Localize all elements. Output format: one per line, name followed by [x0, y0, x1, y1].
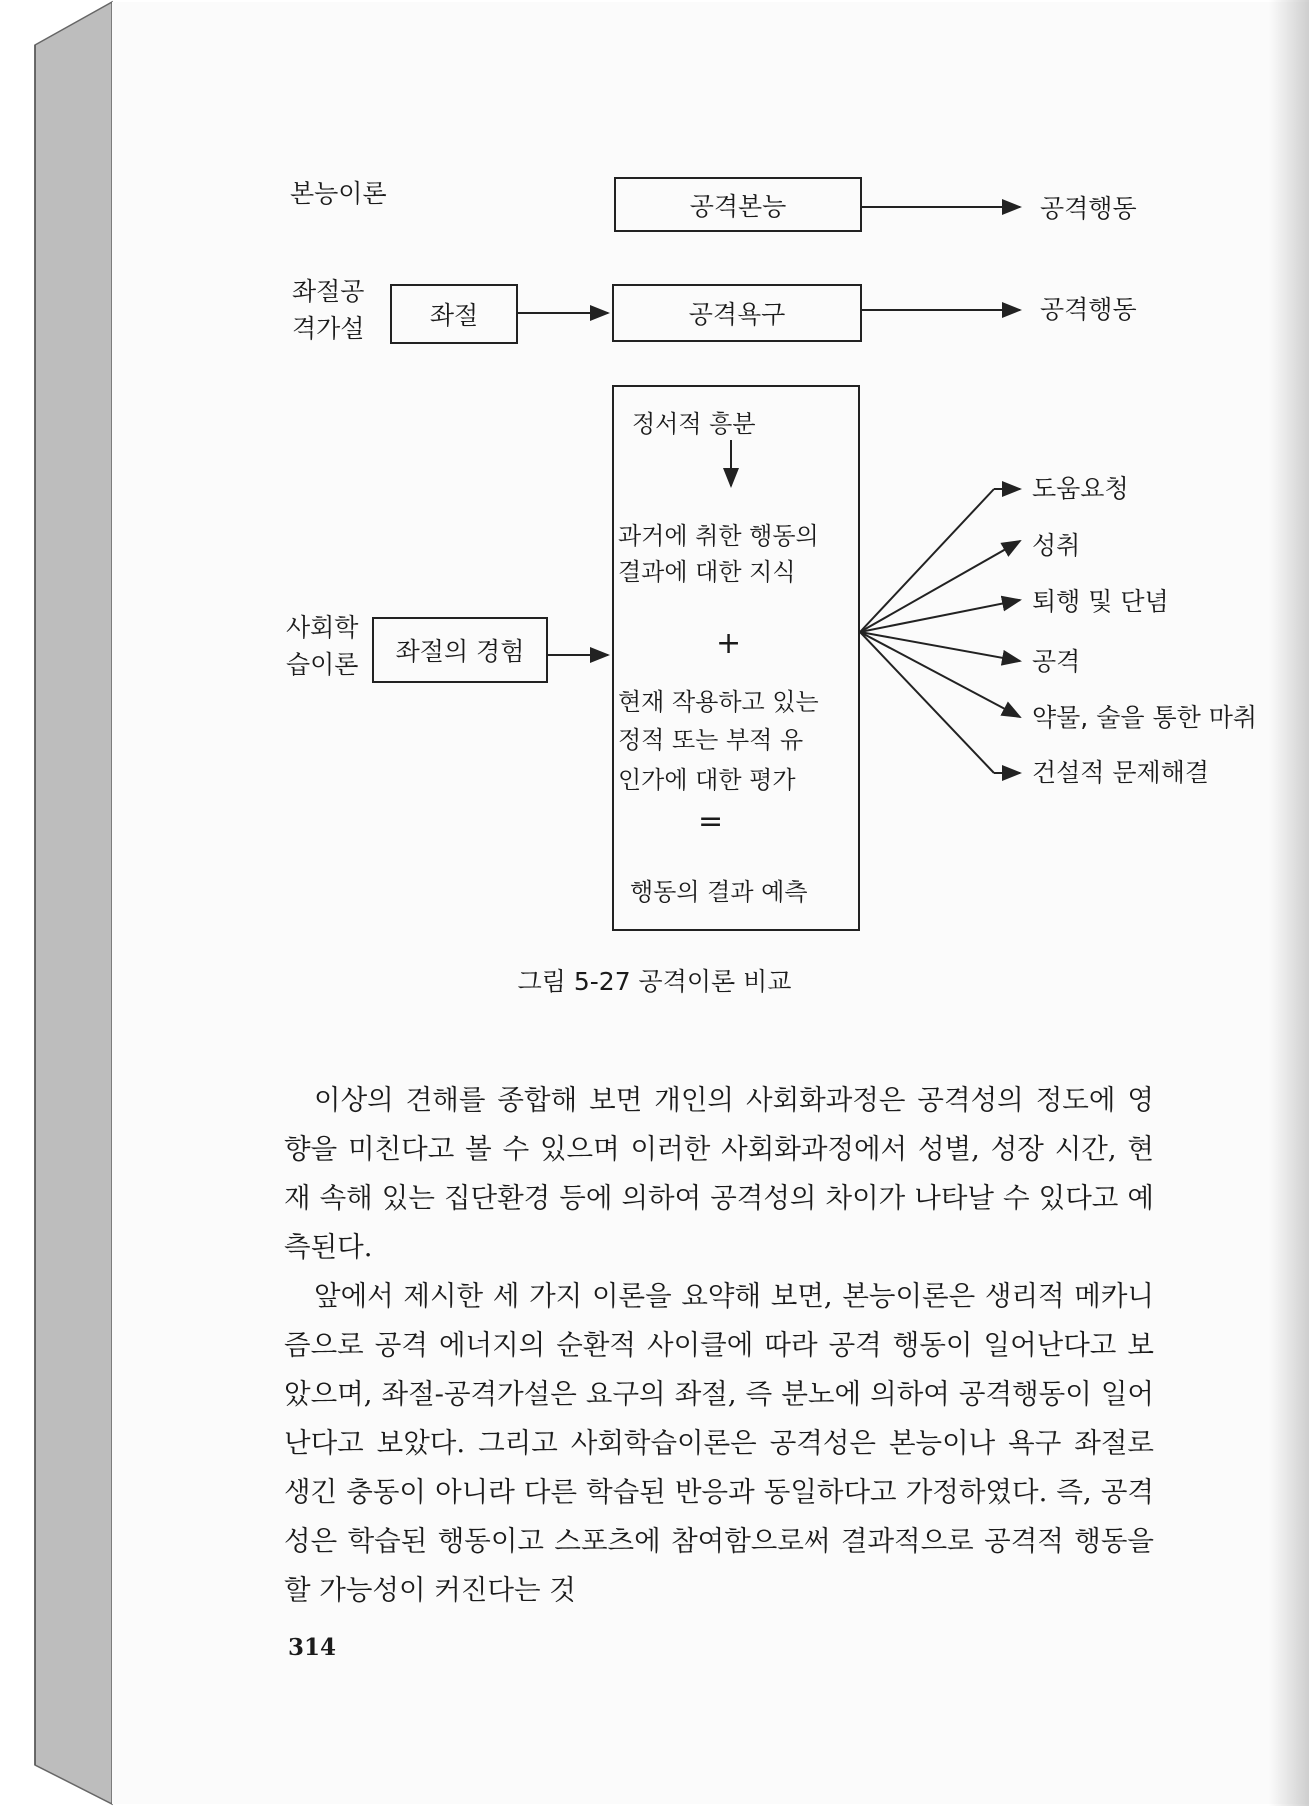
frustration-experience-box: 좌절의 경험 — [372, 617, 548, 683]
frustration-theory-label-1: 좌절공 — [292, 277, 365, 306]
big-box-line-2: 과거에 취한 행동의 — [618, 522, 819, 550]
instinct-result-label: 공격행동 — [1040, 194, 1137, 223]
social-learning-label-1: 사회학 — [286, 613, 359, 642]
frustration-theory-label-2: 격가설 — [292, 314, 365, 343]
big-box-line-5: 정적 또는 부적 유 — [618, 726, 804, 754]
big-box-line-7: 행동의 결과 예측 — [630, 878, 808, 906]
figure-caption: 그림 5-27 공격이론 비교 — [517, 967, 792, 996]
paragraph-1: 이상의 견해를 종합해 보면 개인의 사회화과정은 공격성의 정도에 영향을 미친다고 볼 수 있으며 이러한 사회화과정에서 성별, 성장 시간, 현재 속해 있는 집단환경 등에 의하여 공격성의 차이가 나타날 수 있다고 예측된다. — [284, 1084, 1154, 1263]
big-box-line-3: 결과에 대한 지식 — [618, 558, 796, 586]
body-text — [284, 1076, 1154, 1615]
fan-arrow-1 — [860, 489, 994, 632]
aggressive-need-box: 공격욕구 — [612, 284, 862, 342]
aggressive-instinct-box: 공격본능 — [614, 177, 862, 232]
big-box-line-6: 인가에 대한 평가 — [618, 766, 796, 794]
outcome-item: 도움요청 — [1032, 474, 1129, 503]
page-number: 314 — [288, 1634, 337, 1661]
outcome-item: 공격 — [1032, 647, 1081, 676]
fan-arrow-3 — [860, 600, 1020, 632]
outcome-item: 퇴행 및 단념 — [1032, 587, 1169, 616]
big-box-line-4: 현재 작용하고 있는 — [618, 688, 819, 716]
frustration-result-label: 공격행동 — [1040, 295, 1137, 324]
instinct-theory-label: 본능이론 — [290, 179, 387, 208]
big-box-plus: + — [716, 626, 742, 661]
outcome-item: 건설적 문제해결 — [1032, 758, 1209, 787]
outcome-item: 성취 — [1032, 531, 1081, 560]
big-box-equals: = — [698, 804, 724, 839]
outcome-item: 약물, 술을 통한 마취 — [1032, 703, 1257, 732]
big-box-line-1: 정서적 흥분 — [632, 410, 756, 438]
fan-arrow-2 — [860, 541, 1020, 632]
social-learning-label-2: 습이론 — [286, 650, 359, 679]
paragraph-2: 앞에서 제시한 세 가지 이론을 요약해 보면, 본능이론은 생리적 메카니즘으로 공격 에너지의 순환적 사이클에 따라 공격 행동이 일어난다고 보았으며, 좌절-공격가설은 요구의 좌절, 즉 분노에 의하여 공격행동이 일어난다고 보았다. 그리고 사회학습이론은 공격성은 본능이나 욕구 좌절로 생긴 충동이 아니라 다른 학습된 반응과 동일하다고 가정하였다. 즉, 공격성은 학습된 행동이고 스포츠에 참여함으로써 결과적으로 공격적 행동을 할 가능성이 커진다는 것 — [284, 1280, 1154, 1606]
frustration-box: 좌절 — [390, 284, 518, 344]
fan-arrow-5 — [860, 632, 1020, 717]
